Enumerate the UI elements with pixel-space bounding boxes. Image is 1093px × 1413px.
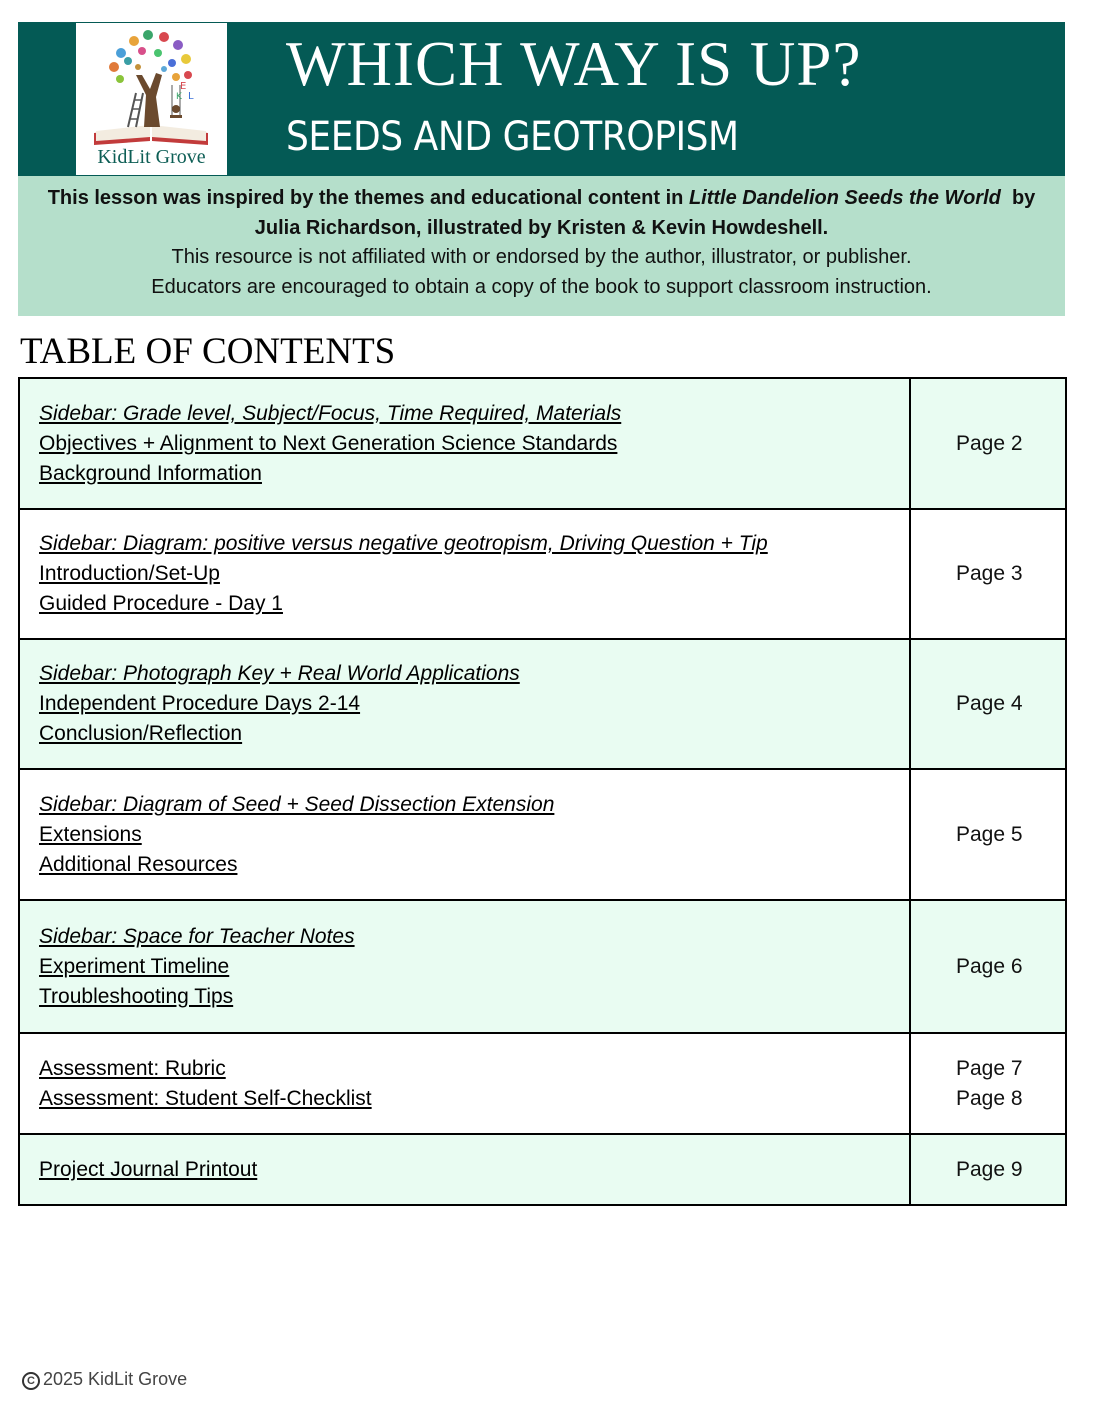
copyright-icon: C	[22, 1372, 40, 1390]
toc-link[interactable]: Background Information	[39, 461, 262, 485]
page-number: Page 2	[956, 431, 1023, 455]
toc-link[interactable]: Additional Resources	[39, 852, 238, 876]
toc-items-cell	[19, 639, 910, 769]
toc-link[interactable]: Conclusion/Reflection	[39, 722, 243, 745]
toc-row	[19, 769, 1066, 900]
toc-heading: TABLE OF CONTENTS	[20, 331, 396, 372]
toc-link[interactable]: Troubleshooting Tips	[39, 984, 234, 1008]
page-number: Page 8	[956, 1086, 1023, 1110]
book-title: Little Dandelion Seeds the World	[688, 187, 1001, 209]
intro-prefix: This lesson was inspired by the themes and educational content in	[47, 187, 689, 209]
page-title: WHICH WAY IS UP?	[286, 29, 862, 99]
logo-text: KidLit Grove	[97, 146, 206, 168]
toc-table	[18, 377, 1067, 1206]
svg-text:K: K	[176, 92, 182, 102]
toc-link[interactable]: Project Journal Printout	[39, 1157, 258, 1181]
intro-line-4: Educators are encouraged to obtain a copy of the book to support classroom instruction.	[151, 275, 932, 298]
toc-row	[19, 1033, 1066, 1134]
page-number: Page 5	[956, 822, 1023, 846]
svg-text:L: L	[188, 91, 194, 102]
toc-items-cell	[19, 1134, 910, 1205]
page-number: Page 6	[956, 954, 1023, 978]
intro-suffix: by	[1000, 187, 1036, 209]
toc-items-cell	[19, 769, 910, 900]
page-subtitle: SEEDS AND GEOTROPISM	[286, 114, 739, 160]
header-banner	[18, 22, 1065, 176]
toc-row	[19, 378, 1066, 509]
tree-book-icon	[76, 23, 227, 148]
toc-link[interactable]: Guided Procedure - Day 1	[39, 592, 283, 615]
toc-link[interactable]: Sidebar: Photograph Key + Real World Applications	[39, 662, 520, 685]
toc-row	[19, 1134, 1066, 1205]
footer	[22, 1369, 187, 1390]
toc-row	[19, 509, 1066, 639]
toc-items-cell	[19, 378, 910, 509]
toc-link[interactable]: Introduction/Set-Up	[39, 562, 220, 585]
toc-link[interactable]: Sidebar: Diagram: positive versus negative geotropism, Driving Question + Tip	[39, 532, 768, 555]
toc-items-cell	[19, 1033, 910, 1134]
toc-link[interactable]: Sidebar: Space for Teacher Notes	[39, 924, 355, 948]
svg-text:E: E	[180, 81, 187, 92]
toc-link[interactable]: Sidebar: Diagram of Seed + Seed Dissection Extension	[39, 792, 555, 816]
toc-link[interactable]: Sidebar: Grade level, Subject/Focus, Time Required, Materials	[39, 401, 622, 425]
toc-page-cell	[910, 769, 1066, 900]
toc-page-cell	[910, 900, 1066, 1033]
toc-row	[19, 639, 1066, 769]
page-number: Page 7	[956, 1056, 1023, 1080]
intro-notice	[18, 176, 1065, 316]
toc-link[interactable]: Extensions	[39, 822, 142, 846]
toc-row	[19, 900, 1066, 1033]
toc-items-cell	[19, 900, 910, 1033]
toc-link[interactable]: Assessment: Student Self-Checklist	[39, 1086, 372, 1110]
page-number: Page 4	[956, 692, 1023, 715]
intro-line-3: This resource is not affiliated with or endorsed by the author, illustrator, or publisher.	[171, 246, 912, 268]
toc-page-cell	[910, 1033, 1066, 1134]
toc-link[interactable]: Experiment Timeline	[39, 954, 230, 978]
toc-items-cell	[19, 509, 910, 639]
toc-link[interactable]: Objectives + Alignment to Next Generation Science Standards	[39, 431, 618, 455]
toc-link[interactable]: Assessment: Rubric	[39, 1056, 226, 1080]
page-number: Page 9	[956, 1157, 1023, 1181]
toc-page-cell	[910, 1134, 1066, 1205]
toc-link[interactable]: Independent Procedure Days 2-14	[39, 692, 361, 715]
intro-line-2: Julia Richardson, illustrated by Kristen & Kevin Howdeshell.	[254, 216, 829, 239]
logo	[76, 23, 227, 175]
footer-text: 2025 KidLit Grove	[43, 1369, 188, 1389]
toc-page-cell	[910, 639, 1066, 769]
page-number: Page 3	[956, 562, 1023, 585]
toc-page-cell	[910, 509, 1066, 639]
toc-page-cell	[910, 378, 1066, 509]
intro-line-1	[18, 184, 1065, 214]
